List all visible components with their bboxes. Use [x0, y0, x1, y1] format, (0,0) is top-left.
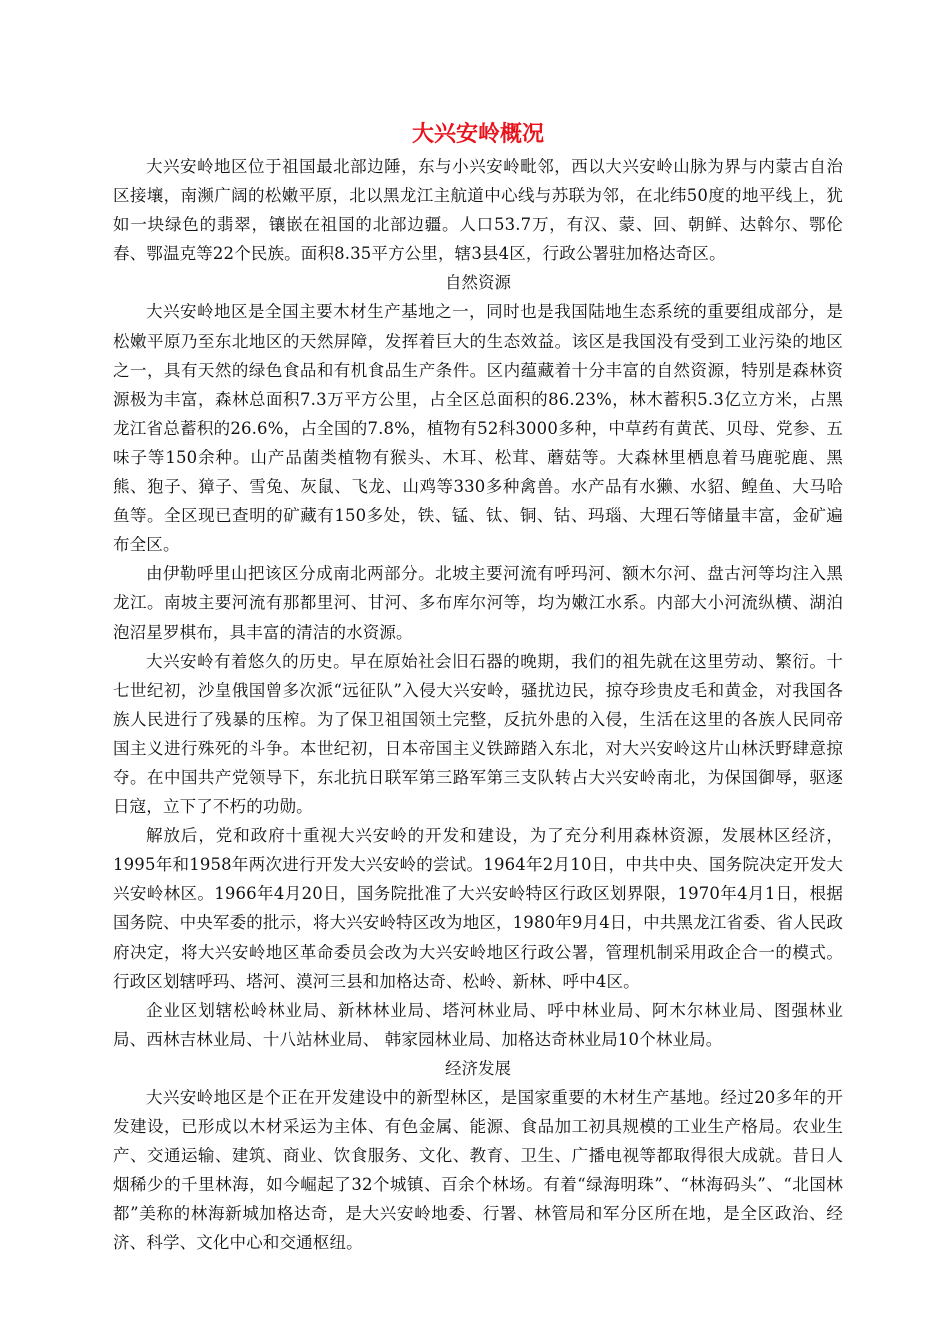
- document-page: [113, 118, 843, 1258]
- paragraph-forestry-bureaus: 企业区划辖松岭林业局、新林林业局、塔河林业局、呼中林业局、阿木尔林业局、图强林业局、西林吉林业局、十八站林业局、 韩家园林业局、加格达奇林业局10个林业局。: [113, 1000, 843, 1049]
- paragraph-rivers: 由伊勒呼里山把该区分成南北两部分。北坡主要河流有呼玛河、额木尔河、盘古河等均注入黑龙江。南坡主要河流有那都里河、甘河、多布库尔河等，均为嫩江水系。内部大小河流纵横、湖泊泡沼星罗棋布，具丰富的清洁的水资源。: [113, 564, 843, 642]
- paragraph-history: 大兴安岭有着悠久的历史。早在原始社会旧石器的晚期，我们的祖先就在这里劳动、繁衍。十七世纪初，沙皇俄国曾多次派“远征队”入侵大兴安岭，骚扰边民，掠夺珍贵皮毛和黄金，对我国各族人民进行了残暴的压榨。为了保卫祖国领土完整，反抗外患的入侵，生活在这里的各族人民同帝国主义进行殊死的斗争。本世纪初，日本帝国主义铁蹄踏入东北，对大兴安岭这片山林沃野肆意掠夺。在中国共产党领导下，东北抗日联军第三路军第三支队转占大兴安岭南北，为保国御辱，驱逐日寇，立下了不朽的功勋。: [113, 651, 843, 817]
- paragraph-resources: 大兴安岭地区是全国主要木材生产基地之一，同时也是我国陆地生态系统的重要组成部分，是松嫩平原乃至东北地区的天然屏障，发挥着巨大的生态效益。该区是我国没有受到工业污染的地区之一，具有天然的绿色食品和有机食品生产条件。区内蕴藏着十分丰富的自然资源，特别是森林资源极为丰富，森林总面积7.3万平方公里，占全区总面积的86.23%，林木蓄积5.3亿立方米，占黑龙江省总蓄积的26.6%，占全国的7.8%，植物有52科3000多种，中草药有黄芪、贝母、党参、五味子等150余种。山产品菌类植物有猴头、木耳、松茸、蘑菇等。大森林里栖息着马鹿驼鹿、黑熊、狍子、獐子、雪兔、灰鼠、飞龙、山鸡等330多种禽兽。水产品有水獭、水貂、鳇鱼、大马哈鱼等。全区现已查明的矿藏有150多处，铁、锰、钛、铜、钴、玛瑙、大理石等储量丰富，金矿遍布全区。: [113, 302, 843, 555]
- intro-paragraph: 大兴安岭地区位于祖国最北部边陲，东与小兴安岭毗邻，西以大兴安岭山脉为界与内蒙古自治区接壤，南濒广阔的松嫩平原，北以黑龙江主航道中心线与苏联为邻，在北纬50度的地平线上，犹如一块绿色的翡翠，镶嵌在祖国的北部边疆。人口53.7万，有汉、蒙、回、朝鲜、达斡尔、鄂伦春、鄂温克等22个民族。面积8.35平方公里，辖3县4区，行政公署驻加格达奇区。: [113, 157, 843, 264]
- section-heading-natural-resources: 自然资源: [445, 273, 511, 293]
- document-title: 大兴安岭概况: [411, 122, 544, 147]
- section-heading-economic-development: 经济发展: [445, 1058, 511, 1078]
- paragraph-development: 解放后，党和政府十重视大兴安岭的开发和建设，为了充分利用森林资源，发展林区经济，1995年和1958年两次进行开发大兴安岭的尝试。1964年2月10日，中共中央、国务院决定开发大兴安岭林区。1966年4月20日，国务院批准了大兴安岭特区行政区划界限，1970年4月1日，根据国务院、中央军委的批示，将大兴安岭特区改为地区，1980年9月4日，中共黑龙江省委、省人民政府决定，将大兴安岭地区革命委员会改为大兴安岭地区行政公署，管理机制采用政企合一的模式。行政区划辖呼玛、塔河、漠河三县和加格达奇、松岭、新林、呼中4区。: [113, 826, 843, 991]
- paragraph-economy: 大兴安岭地区是个正在开发建设中的新型林区，是国家重要的木材生产基地。经过20多年的开发建设，已形成以木材采运为主体、有色金属、能源、食品加工初具规模的工业生产格局。农业生产、交通运输、建筑、商业、饮食服务、文化、教育、卫生、广播电视等都取得很大成就。昔日人烟稀少的千里林海，如今崛起了32个城镇、百余个林场。有着“绿海明珠”、“林海码头”、“北国林都”美称的林海新城加格达奇，是大兴安岭地委、行署、林管局和军分区所在地，是全区政治、经济、科学、文化中心和交通枢纽。: [113, 1088, 843, 1253]
